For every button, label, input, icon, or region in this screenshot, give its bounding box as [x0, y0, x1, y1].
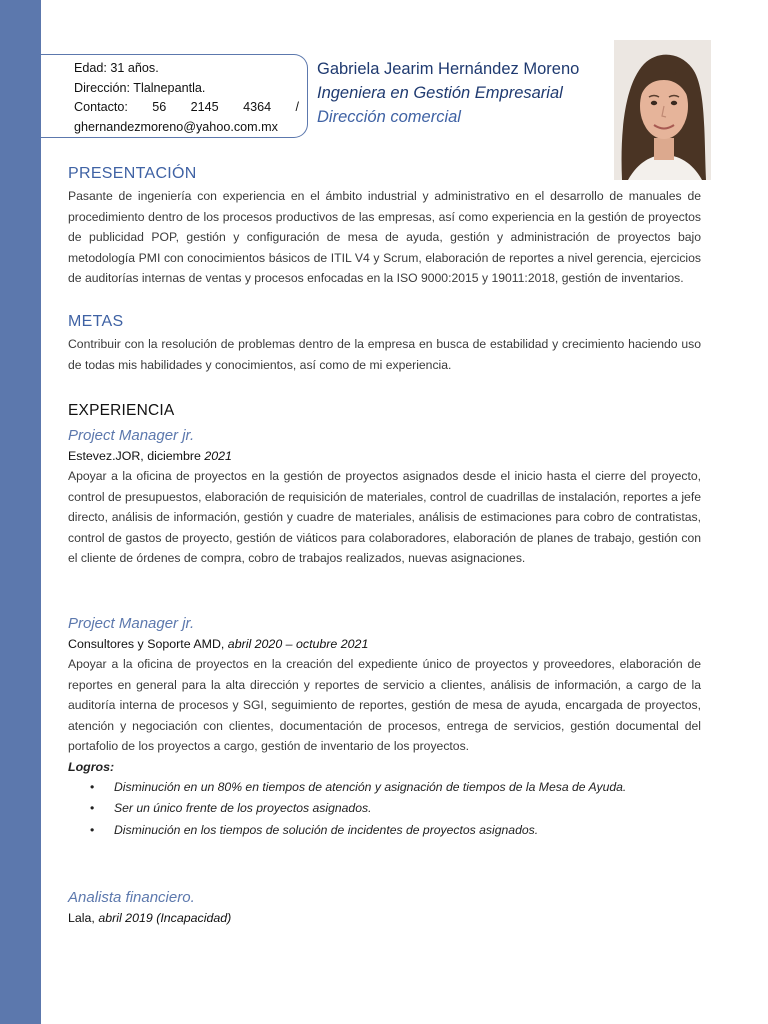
achievement-item	[90, 798, 701, 820]
presentation-heading: PRESENTACIÓN	[68, 165, 197, 182]
phone-label: Contacto:	[74, 100, 128, 114]
company-line	[68, 908, 701, 928]
job-date-year: 2021	[204, 449, 232, 463]
company-line	[68, 634, 701, 654]
phone-separator: /	[295, 100, 299, 114]
phone-part: 2145	[190, 100, 219, 114]
job-entry	[68, 614, 701, 841]
candidate-title: Ingeniera en Gestión Empresarial	[317, 84, 563, 102]
achievements-list	[68, 777, 701, 842]
company-name: Lala,	[68, 911, 95, 925]
address-text: Dirección: Tlalnepantla.	[74, 80, 206, 95]
bullet-icon: •	[90, 779, 95, 794]
job-title: Analista financiero.	[68, 889, 195, 906]
achievement-text: Disminución en un 80% en tiempos de atención y asignación de tiempos de la Mesa de Ayuda.	[114, 779, 627, 794]
presentation-text: Pasante de ingeniería con experiencia en el ámbito industrial y administrativo en el desarrollo de manuales de procedimiento dentro de los procesos productivos de las empresas, así como experiencia en la gestión de proyectos de publicidad POP, gestión y configuración de mesa de ayuda, gestión y administración de proyectos bajo metodología PMI con conocimientos básicos de ITIL V4 y Scrum, elaboración de reportes a nivel gerencia, ejercicios de auditorías internas de ventas y procesos enfocadas en la ISO 9000:2015 y 19011:2018, gestión de inventarios.	[68, 189, 701, 285]
bullet-icon: •	[90, 822, 95, 837]
goals-text: Contribuir con la resolución de problemas dentro de la empresa en busca de estabilidad y crecimiento haciendo uso de todas mis habilidades y conocimientos, así como de mi experiencia.	[68, 337, 701, 372]
goals-section	[68, 312, 701, 375]
achievement-item	[90, 820, 701, 842]
achievement-item	[90, 777, 701, 799]
job-date: diciembre	[147, 449, 201, 463]
job-date: abril 2019 (Incapacidad)	[98, 911, 232, 925]
achievement-text: Disminución en los tiempos de solución de incidentes de proyectos asignados.	[114, 822, 539, 837]
experience-heading: EXPERIENCIA	[68, 402, 175, 419]
contact-box	[40, 54, 308, 138]
company-name: Consultores y Soporte AMD,	[68, 637, 225, 651]
profile-photo	[614, 40, 711, 180]
candidate-name: Gabriela Jearim Hernández Moreno	[317, 60, 580, 78]
job-title: Project Manager jr.	[68, 615, 195, 632]
bullet-icon: •	[90, 801, 95, 815]
email-text: ghernandezmoreno@yahoo.com.mx	[74, 119, 278, 134]
phone-part: 56	[152, 100, 167, 114]
name-block	[317, 58, 579, 129]
achievement-text: Ser un único frente de los proyectos asignados.	[114, 801, 372, 815]
job-entry	[68, 426, 701, 569]
experience-heading-wrap	[68, 402, 701, 420]
candidate-subtitle: Dirección comercial	[317, 108, 461, 126]
job-date: abril 2020 – octubre 2021	[227, 637, 369, 651]
phone-part: 4364	[243, 100, 272, 114]
job-entry	[68, 888, 701, 928]
achievements-label: Logros:	[68, 759, 115, 774]
left-accent-bar	[0, 0, 41, 1024]
portrait-illustration	[614, 40, 711, 180]
goals-heading: METAS	[68, 313, 124, 330]
company-line	[68, 446, 701, 466]
phone-row	[74, 98, 299, 118]
age-text: Edad: 31 años.	[74, 61, 159, 75]
job-description: Apoyar a la oficina de proyectos en la creación del expediente único de proyectos y proveedores, elaboración de reportes en general para la alta dirección y reportes de servicio a clientes, análisis de información, a cargo de la auditoría interna de procesos y SGI, seguimiento de reportes, gestión de mesa de ayuda, encargada de proyectos, atención y negociación con clientes, documentación de procesos, entrega de servicios, gestión documental del portafolio de los proyectos a cargo, gestión de inventario de los proyectos.	[68, 657, 701, 753]
presentation-section	[68, 164, 701, 289]
company-name: Estevez.JOR,	[68, 449, 144, 463]
job-description: Apoyar a la oficina de proyectos en la gestión de proyectos asignados desde el inicio hasta el cierre del proyecto, control de presupuestos, elaboración de requisición de materiales, control de cuadrillas de instalación, reportes a jefe directo, análisis de información, gestión y cuadre de materiales, análisis de estimaciones para cobro de contratistas, control de gastos de proyecto, gestión de viáticos para colaboradores, elaboración de planes de trabajo, gestión con el cliente de órdenes de compra, cobro de trabajos realizados, nuevas asignaciones.	[68, 469, 701, 565]
job-title: Project Manager jr.	[68, 427, 195, 444]
